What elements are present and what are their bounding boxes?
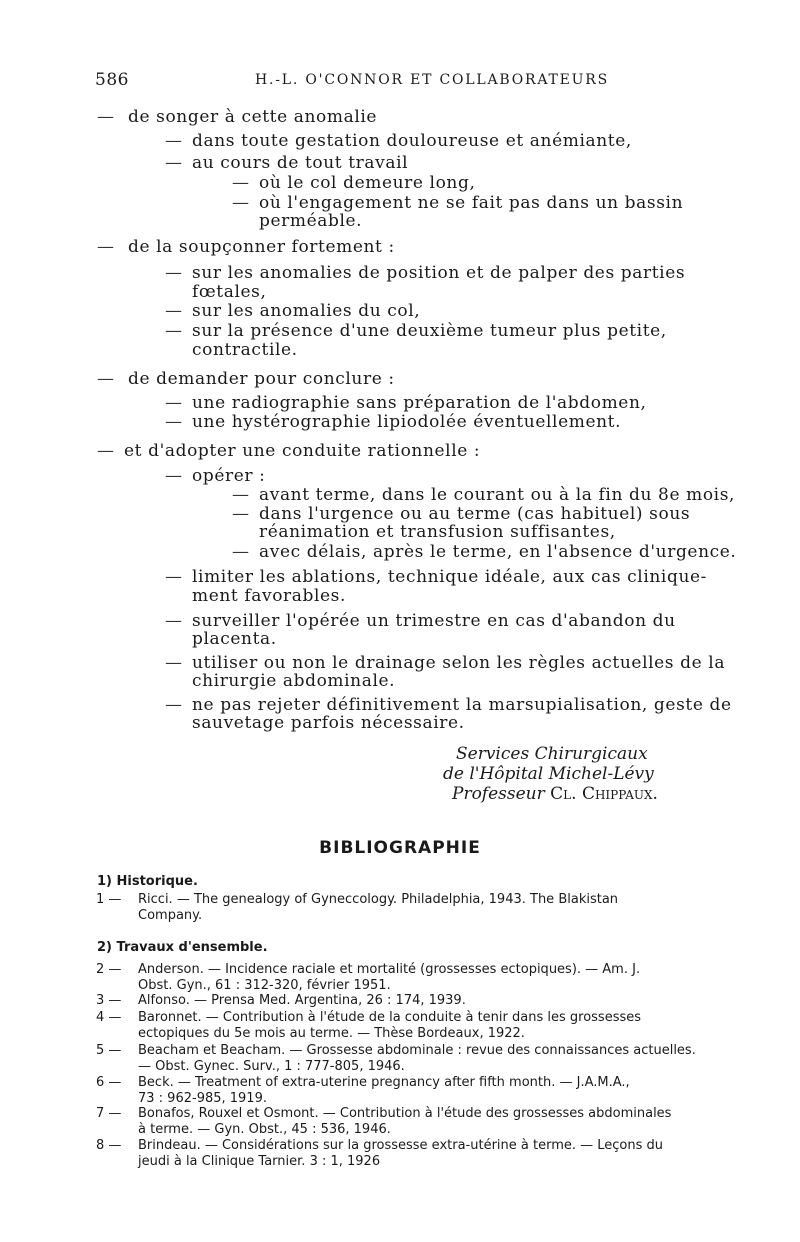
reference-number: 3 — bbox=[96, 993, 122, 1008]
reference-number: 5 — bbox=[96, 1043, 122, 1058]
reference-line: Obst. Gyn., 61 : 312-320, février 1951. bbox=[138, 978, 391, 993]
signature-line-2: de l'Hôpital Michel-Lévy bbox=[443, 764, 654, 784]
sub-item-text: réanimation et transfusion suffisantes, bbox=[259, 522, 616, 542]
item-text: surveiller l'opérée un trimestre en cas d'abandon du bbox=[192, 611, 676, 631]
dash: — bbox=[232, 542, 249, 562]
sub-item-text: perméable. bbox=[259, 211, 363, 231]
reference-number: 7 — bbox=[96, 1106, 122, 1121]
lead-songer: de songer à cette anomalie bbox=[128, 107, 378, 127]
lead-adopter: et d'adopter une conduite rationnelle : bbox=[124, 441, 481, 461]
dash: — bbox=[165, 393, 182, 413]
sub-item-text: où le col demeure long, bbox=[259, 173, 476, 193]
section-heading: 1) Historique. bbox=[97, 874, 198, 889]
bibliography-title: BIBLIOGRAPHIE bbox=[319, 838, 481, 858]
dash: — bbox=[165, 412, 182, 432]
reference-number: 8 — bbox=[96, 1138, 122, 1153]
reference-line: à terme. — Gyn. Obst., 45 : 536, 1946. bbox=[138, 1122, 391, 1137]
reference-number: 1 — bbox=[96, 892, 122, 907]
reference-text bbox=[138, 1138, 721, 1170]
reference-line: Alfonso. — Prensa Med. Argentina, 26 : 174, 1939. bbox=[138, 993, 466, 1008]
running-title: H.-L. O'CONNOR ET COLLABORATEURS bbox=[255, 72, 609, 88]
reference-line: Beck. — Treatment of extra-uterine pregnancy after fifth month. — J.A.M.A., bbox=[138, 1075, 630, 1090]
item-text: sur les anomalies de position et de palper des parties bbox=[192, 263, 686, 283]
reference-line: Baronnet. — Contribution à l'étude de la conduite à tenir dans les grossesses bbox=[138, 1010, 642, 1025]
signature-title: Professeur bbox=[452, 784, 545, 804]
page-number: 586 bbox=[95, 70, 129, 90]
section-heading: 2) Travaux d'ensemble. bbox=[97, 940, 268, 955]
dash: — bbox=[232, 485, 249, 505]
dash: — bbox=[232, 173, 249, 193]
item-text: utiliser ou non le drainage selon les règles actuelles de la bbox=[192, 653, 726, 673]
dash: — bbox=[165, 695, 182, 715]
reference-line: Bonafos, Rouxel et Osmont. — Contribution à l'étude des grossesses abdominales bbox=[138, 1106, 672, 1121]
item-text: chirurgie abdominale. bbox=[192, 671, 396, 691]
lead-demander: de demander pour conclure : bbox=[128, 369, 395, 389]
reference-line: ectopiques du 5e mois au terme. — Thèse Bordeaux, 1922. bbox=[138, 1026, 525, 1041]
reference-line: Beacham et Beacham. — Grossesse abdominale : revue des connaissances actuelles. bbox=[138, 1043, 696, 1058]
item-text: une hystérographie lipiodolée éventuellement. bbox=[192, 412, 622, 432]
sub-item-text: avec délais, après le terme, en l'absence d'urgence. bbox=[259, 542, 737, 562]
dash: — bbox=[165, 611, 182, 631]
item-text: ne pas rejeter définitivement la marsupialisation, geste de bbox=[192, 695, 732, 715]
dash: — bbox=[165, 653, 182, 673]
item-text: une radiographie sans préparation de l'abdomen, bbox=[192, 393, 647, 413]
dash: — bbox=[165, 567, 182, 587]
dash: — bbox=[165, 153, 182, 173]
sub-item-text: avant terme, dans le courant ou à la fin du 8e mois, bbox=[259, 485, 736, 505]
lead-soupconner: de la soupçonner fortement : bbox=[128, 237, 395, 257]
reference-text bbox=[138, 1043, 721, 1075]
reference-text bbox=[138, 993, 721, 1009]
dash: — bbox=[97, 107, 114, 127]
reference-text bbox=[138, 962, 721, 994]
item-text: sur la présence d'une deuxième tumeur plus petite, bbox=[192, 321, 667, 341]
item-text: placenta. bbox=[192, 629, 277, 649]
item-text: contractile. bbox=[192, 340, 298, 360]
item-text: sur les anomalies du col, bbox=[192, 301, 421, 321]
reference-number: 6 — bbox=[96, 1075, 122, 1090]
signature-line-1: Services Chirurgicaux bbox=[456, 744, 648, 764]
reference-line: Ricci. — The genealogy of Gyneccology. Philadelphia, 1943. The Blakistan bbox=[138, 892, 619, 907]
reference-line: 73 : 962-985, 1919. bbox=[138, 1091, 267, 1106]
reference-line: Brindeau. — Considérations sur la grossesse extra-utérine à terme. — Leçons du bbox=[138, 1138, 664, 1153]
dash: — bbox=[232, 193, 249, 213]
reference-text bbox=[138, 1075, 721, 1107]
dash: — bbox=[165, 263, 182, 283]
sub-item-text: dans l'urgence ou au terme (cas habituel) sous bbox=[259, 504, 691, 524]
dash: — bbox=[165, 301, 182, 321]
reference-line: Anderson. — Incidence raciale et mortalité (grossesses ectopiques). — Am. J. bbox=[138, 962, 641, 977]
dash: — bbox=[165, 321, 182, 341]
dash: — bbox=[97, 441, 114, 461]
signature-name: Cl. Chippaux. bbox=[550, 784, 658, 804]
dash: — bbox=[232, 504, 249, 524]
item-text: sauvetage parfois nécessaire. bbox=[192, 713, 465, 733]
dash: — bbox=[97, 369, 114, 389]
item-text: au cours de tout travail bbox=[192, 153, 409, 173]
item-text: limiter les ablations, technique idéale, aux cas clinique- bbox=[192, 567, 707, 587]
signature-line-3 bbox=[452, 783, 658, 805]
sub-item-text: où l'engagement ne se fait pas dans un bassin bbox=[259, 193, 684, 213]
dash: — bbox=[165, 131, 182, 151]
item-text: dans toute gestation douloureuse et anémiante, bbox=[192, 131, 632, 151]
reference-number: 2 — bbox=[96, 962, 122, 977]
reference-text bbox=[138, 1106, 721, 1138]
reference-line: — Obst. Gynec. Surv., 1 : 777-805, 1946. bbox=[138, 1059, 405, 1074]
item-text: ment favorables. bbox=[192, 586, 347, 606]
dash: — bbox=[97, 237, 114, 257]
dash: — bbox=[165, 466, 182, 486]
reference-text bbox=[138, 892, 721, 924]
reference-line: jeudi à la Clinique Tarnier. 3 : 1, 1926 bbox=[138, 1154, 381, 1169]
reference-text bbox=[138, 1010, 721, 1042]
operer-label: opérer : bbox=[192, 466, 266, 486]
reference-number: 4 — bbox=[96, 1010, 122, 1025]
reference-line: Company. bbox=[138, 908, 203, 923]
item-text: fœtales, bbox=[192, 282, 267, 302]
